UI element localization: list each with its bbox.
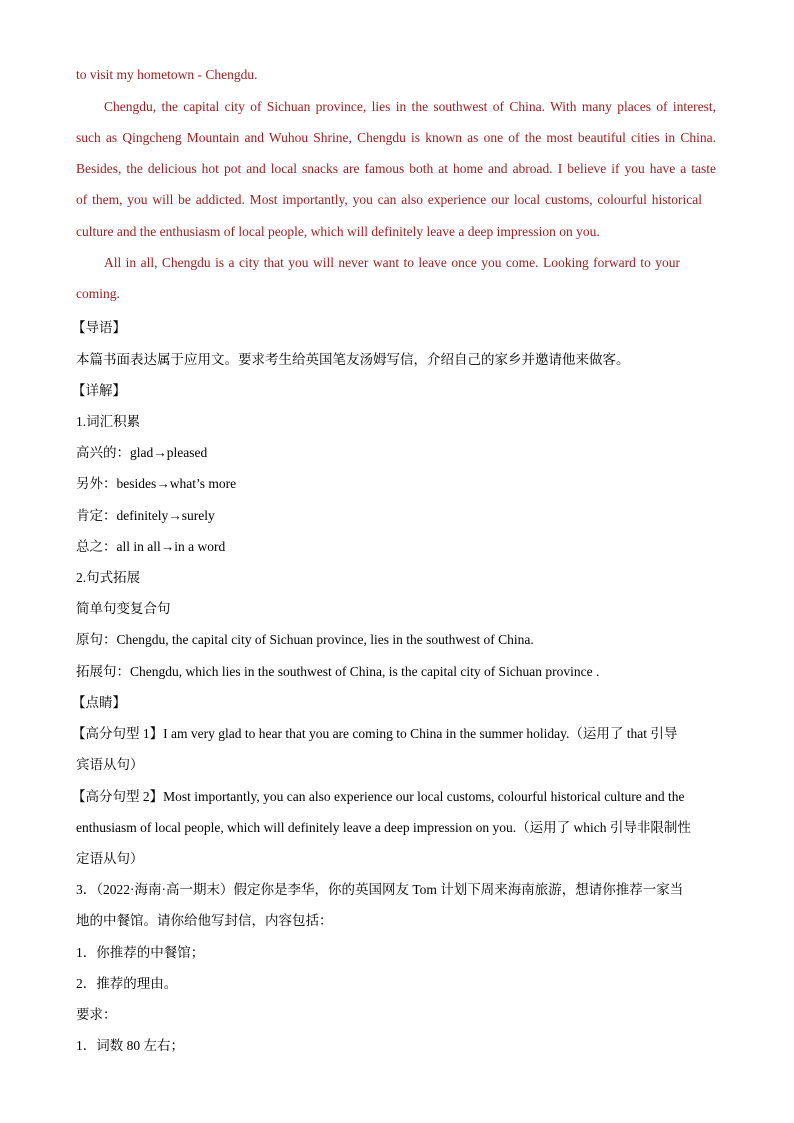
guide-heading: 【导语】: [72, 320, 126, 335]
sentence-pattern-2: [72, 785, 684, 805]
syntax-subtitle: 简单句变复合句: [76, 601, 171, 616]
essay-line: such as Qingcheng Mountain and Wuhou Shrine, Chengdu is known as one of the most beautiful cities in China.: [76, 130, 716, 145]
detail-heading: 【详解】: [72, 383, 126, 398]
original-sentence: 原句：Chengdu, the capital city of Sichuan province, lies in the southwest of China.: [76, 632, 534, 647]
vocab-item: 肯定：definitely→surely: [76, 508, 215, 523]
sentence-pattern-label: 【高分句型 2】: [72, 789, 164, 804]
sentence-pattern-1: [72, 722, 677, 742]
requirements-label: 要求：: [76, 1007, 117, 1022]
essay-line: Chengdu, the capital city of Sichuan province, lies in the southwest of China. With many places of interest,: [104, 99, 716, 114]
question-item: 1．你推荐的中餐馆；: [76, 945, 205, 960]
essay-line: to visit my hometown - Chengdu.: [76, 67, 258, 82]
question-item: 2．推荐的理由。: [76, 976, 178, 991]
vocab-title: 1.词汇积累: [76, 414, 141, 429]
sentence-pattern-2-cont: enthusiasm of local people, which will definitely leave a deep impression on you.（运用了 which 引导非限制性: [76, 820, 691, 835]
highlight-heading: 【点睛】: [72, 695, 126, 710]
essay-line: culture and the enthusiasm of local people, which will definitely leave a deep impression on you.: [76, 224, 600, 239]
sentence-pattern-1-cont: 宾语从句）: [76, 757, 144, 772]
sentence-pattern-label: 【高分句型 1】: [72, 726, 164, 741]
vocab-item: 总之：all in all→in a word: [76, 539, 226, 554]
sentence-pattern-text: Most importantly, you can also experience our local customs, colourful historical culture and the: [163, 789, 685, 804]
essay-line: Besides, the delicious hot pot and local snacks are famous both at home and abroad. I believe if you have a taste: [76, 161, 716, 176]
sentence-pattern-2-cont: 定语从句）: [76, 851, 144, 866]
sentence-pattern-text: I am very glad to hear that you are coming to China in the summer holiday.（运用了 that 引导: [163, 726, 678, 741]
guide-text: 本篇书面表达属于应用文。要求考生给英国笔友汤姆写信，介绍自己的家乡并邀请他来做客。: [76, 352, 630, 367]
requirement-item: 1．词数 80 左右；: [76, 1038, 184, 1053]
question-3: 3．（2022·海南·高一期末）假定你是李华，你的英国网友 Tom 计划下周来海南旅游，想请你推荐一家当: [76, 882, 684, 897]
essay-line: of them, you will be addicted. Most importantly, you can also experience our local customs, colourful historical: [76, 192, 702, 207]
vocab-item: 高兴的：glad→pleased: [76, 445, 208, 460]
syntax-title: 2.句式拓展: [76, 570, 141, 585]
essay-line: All in all, Chengdu is a city that you will never want to leave once you come. Looking forward to your: [104, 255, 680, 270]
expanded-sentence: 拓展句：Chengdu, which lies in the southwest of China, is the capital city of Sichuan province .: [76, 664, 600, 679]
question-3-cont: 地的中餐馆。请你给他写封信，内容包括：: [76, 913, 333, 928]
essay-line: coming.: [76, 286, 120, 301]
vocab-item: 另外：besides→what’s more: [76, 476, 237, 491]
